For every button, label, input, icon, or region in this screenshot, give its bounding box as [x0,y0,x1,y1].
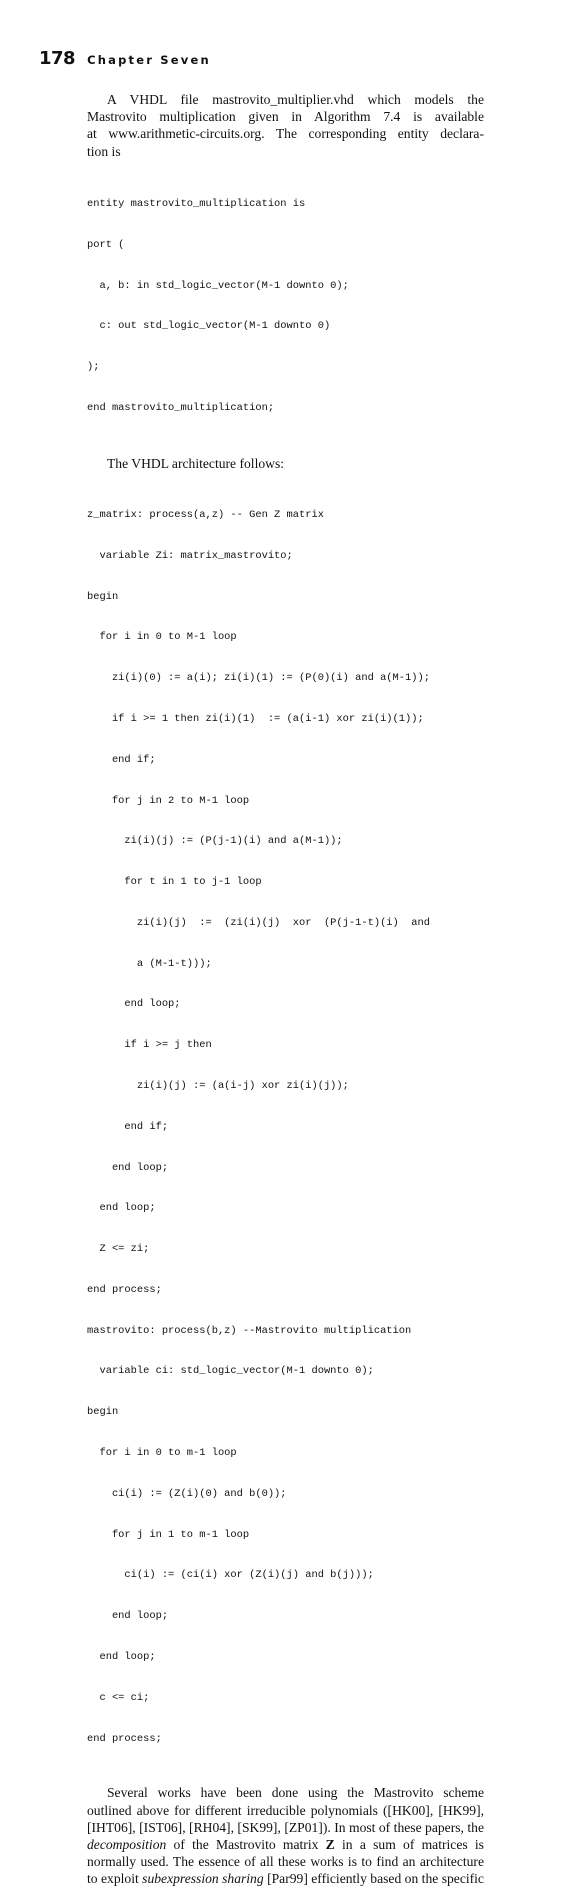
code-line: end if; [87,753,156,766]
code-line: end loop; [87,1202,156,1215]
page-body [87,91,484,1888]
emphasis-subexpression-sharing: subexpression sharing [142,1871,264,1887]
code-line: mastrovito: process(b,z) --Mastrovito multiplication [87,1324,412,1337]
paragraph-line: The VHDL architecture follows: [107,455,285,471]
code-line: entity mastrovito_multiplication is [87,198,306,210]
code-line: ); [87,361,100,374]
chapter-title: Chapter Seven [87,53,211,67]
paragraph-line: tion is [87,143,121,159]
code-line: begin [87,590,119,603]
paragraph-line: outlined above for different irreducible polynomials ([HK00], [HK99], [87,1802,484,1818]
code-line: c <= ci; [87,1691,150,1704]
paragraph-line: Mastrovito multiplication given in Algorithm 7.4 is available [87,109,484,125]
code-line: end loop; [87,1610,169,1623]
code-block-entity [87,171,484,443]
matrix-symbol: Z [325,1836,335,1852]
code-line: ci(i) := (ci(i) xor (Z(i)(j) and b(j))); [87,1569,374,1582]
code-line: variable ci: std_logic_vector(M-1 downto 0); [87,1365,374,1378]
paragraph-intro [87,91,484,160]
code-line: a, b: in std_logic_vector(M-1 downto 0); [87,279,349,292]
code-line: c: out std_logic_vector(M-1 downto 0) [87,320,331,333]
code-line: for i in 0 to m-1 loop [87,1447,237,1460]
code-line: end process; [87,1732,162,1745]
code-line: zi(i)(j) := (P(j-1)(i) and a(M-1)); [87,835,343,848]
code-line: a (M-1-t))); [87,957,212,970]
code-line: z_matrix: process(a,z) -- Gen Z matrix [87,509,324,522]
code-line: variable Zi: matrix_mastrovito; [87,549,293,562]
code-line: end if; [87,1120,169,1133]
page-header [39,48,211,69]
code-line: ci(i) := (Z(i)(0) and b(0)); [87,1487,287,1500]
code-line: end loop; [87,998,181,1011]
code-line: for j in 2 to M-1 loop [87,794,250,807]
code-line: zi(i)(j) := (a(i-j) xor zi(i)(j)); [87,1080,349,1093]
code-line: end loop; [87,1161,169,1174]
code-line: begin [87,1406,119,1419]
code-line: end mastrovito_multiplication; [87,401,275,414]
code-line: Z <= zi; [87,1243,150,1256]
paragraph-related-work [87,1784,484,1887]
paragraph-architecture [87,455,484,472]
paragraph-line: at www.arithmetic-circuits.org. The corresponding entity declara- [87,126,484,142]
page-number: 178 [39,48,76,69]
code-block-architecture [87,482,484,1773]
emphasis-decomposition: decomposition [87,1836,167,1852]
paragraph-line: [IHT06], [IST06], [RH04], [SK99], [ZP01]). In most of these papers, the [87,1819,484,1835]
code-line: port ( [87,238,125,251]
paragraph-line: to exploit subexpression sharing [Par99] efficiently based on the specific [87,1871,484,1887]
code-line: end loop; [87,1650,156,1663]
code-line: if i >= j then [87,1039,212,1052]
paragraph-line: A VHDL file mastrovito_multiplier.vhd which models the [107,92,484,107]
code-line: for t in 1 to j-1 loop [87,876,262,889]
paragraph-line: decomposition of the Mastrovito matrix Z in a sum of matrices is [87,1836,484,1852]
code-line: zi(i)(j) := (zi(i)(j) xor (P(j-1-t)(i) and [87,916,430,929]
code-line: for j in 1 to m-1 loop [87,1528,250,1541]
code-line: if i >= 1 then zi(i)(1) := (a(i-1) xor zi(i)(1)); [87,712,424,725]
code-line: zi(i)(0) := a(i); zi(i)(1) := (P(0)(i) and a(M-1)); [87,672,430,685]
paragraph-line: Several works have been done using the Mastrovito scheme [107,1785,484,1801]
paragraph-line: normally used. The essence of all these works is to find an architecture [87,1854,484,1870]
code-line: for i in 0 to M-1 loop [87,631,237,644]
code-line: end process; [87,1283,162,1296]
